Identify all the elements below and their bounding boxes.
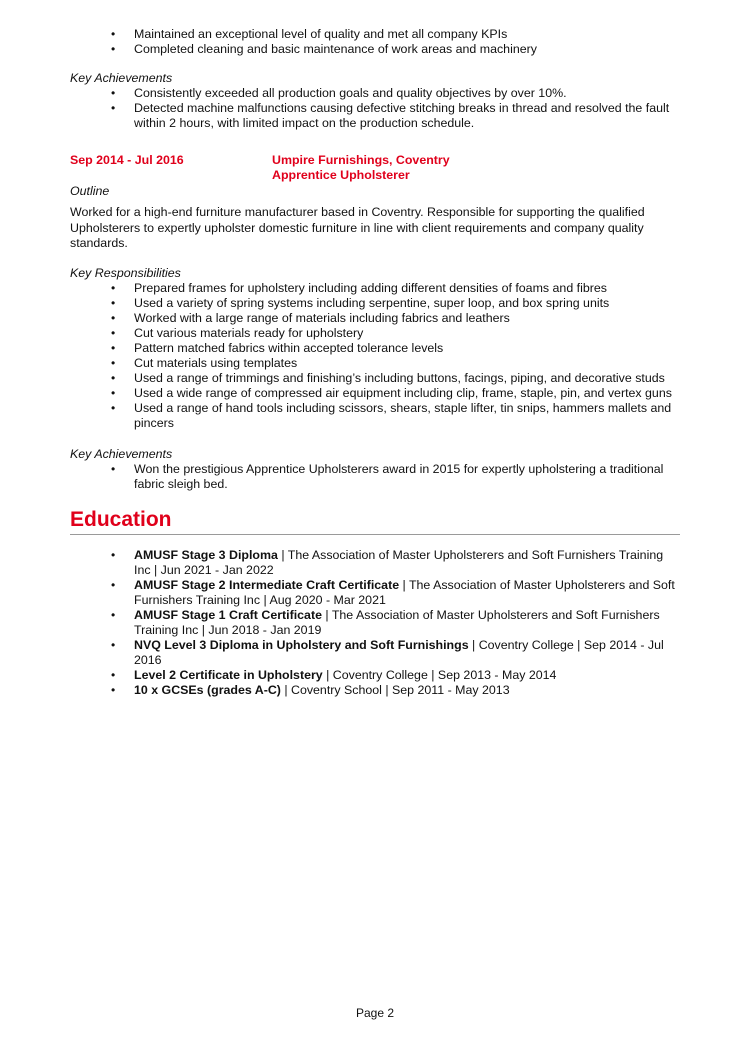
qualification-name: 10 x GCSEs (grades A-C) <box>134 682 281 697</box>
job-dates: Sep 2014 - Jul 2016 <box>70 153 184 167</box>
education-list <box>70 548 680 698</box>
job-outline-heading: Outline <box>70 184 110 198</box>
list-item <box>70 608 680 638</box>
qualification-name: AMUSF Stage 2 Intermediate Craft Certificate <box>134 577 400 592</box>
job-entry <box>70 153 680 492</box>
list-item <box>70 548 680 578</box>
list-item <box>70 668 680 683</box>
job-employer-title <box>272 153 680 183</box>
list-item <box>70 683 680 698</box>
qualification-name: NVQ Level 3 Diploma in Upholstery and Soft Furnishings <box>134 637 469 652</box>
qualification-details: | The Association of Master Upholsterers and Soft Furnishers Training Inc | Aug 2020 - Mar 2021 <box>134 577 675 607</box>
job-header <box>70 153 680 183</box>
previous-job-continued <box>70 27 680 131</box>
job-achievements-list <box>70 462 680 492</box>
qualification-name: AMUSF Stage 1 Craft Certificate <box>134 607 322 622</box>
list-item: • Completed cleaning and basic maintenance of work areas and machinery <box>70 42 680 57</box>
list-item <box>70 638 680 668</box>
qualification-details: | Coventry College | Sep 2014 - Jul 2016 <box>134 637 664 667</box>
education-section <box>70 508 680 698</box>
list-item: • Worked with a large range of materials including fabrics and leathers <box>70 311 680 326</box>
list-item: • Detected machine malfunctions causing defective stitching breaks in thread and resolved the fault within 2 hours, with limited impact on the production schedule. <box>70 101 680 131</box>
previous-job-achievements-heading: Key Achievements <box>70 71 173 85</box>
qualification-details: | The Association of Master Upholsterers and Soft Furnishers Training Inc | Jun 2021 - Jan 2022 <box>134 547 664 577</box>
list-item: • Pattern matched fabrics within accepted tolerance levels <box>70 341 680 356</box>
list-item: • Used a range of hand tools including scissors, shears, staple lifter, tin snips, hammers mallets and pincers <box>70 401 680 431</box>
education-heading: Education <box>70 508 680 535</box>
qualification-details: | Coventry College | Sep 2013 - May 2014 <box>322 667 557 682</box>
job-title: Apprentice Upholsterer <box>272 168 410 182</box>
qualification-details: | Coventry School | Sep 2011 - May 2013 <box>280 682 510 697</box>
job-responsibilities-list <box>70 281 680 431</box>
list-item: • Cut materials using templates <box>70 356 680 371</box>
job-outline-text: Worked for a high-end furniture manufacturer based in Coventry. Responsible for supporting the qualified Upholsterers to expertly upholster domestic furniture in line with client requirements and company quality standards. <box>70 205 645 250</box>
job-employer: Umpire Furnishings, Coventry <box>272 153 450 167</box>
list-item: • Consistently exceeded all production goals and quality objectives by over 10%. <box>70 86 680 101</box>
list-item: • Used a variety of spring systems including serpentine, super loop, and box spring units <box>70 296 680 311</box>
qualification-details: | The Association of Master Upholsterers and Soft Furnishers Training Inc | Jun 2018 - Jan 2019 <box>134 607 660 637</box>
previous-job-achievements-list <box>70 86 680 131</box>
job-achievements-heading: Key Achievements <box>70 446 173 461</box>
job-responsibilities-heading: Key Responsibilities <box>70 265 181 280</box>
page-number: Page 2 <box>355 1006 395 1020</box>
list-item: • Cut various materials ready for upholstery <box>70 326 680 341</box>
list-item: • Won the prestigious Apprentice Upholsterers award in 2015 for expertly upholstering a traditional fabric sleigh bed. <box>70 462 680 492</box>
list-item: • Used a wide range of compressed air equipment including clip, frame, staple, pin, and vertex guns <box>70 386 680 401</box>
qualification-name: Level 2 Certificate in Upholstery <box>134 667 323 682</box>
qualification-name: AMUSF Stage 3 Diploma <box>134 547 278 562</box>
resume-page <box>70 27 680 698</box>
list-item: • Maintained an exceptional level of quality and met all company KPIs <box>70 27 680 42</box>
list-item: • Prepared frames for upholstery including adding different densities of foams and fibres <box>70 281 680 296</box>
list-item <box>70 578 680 608</box>
previous-job-responsibilities-list <box>70 27 680 57</box>
list-item: • Used a range of trimmings and finishing’s including buttons, facings, piping, and decorative studs <box>70 371 680 386</box>
